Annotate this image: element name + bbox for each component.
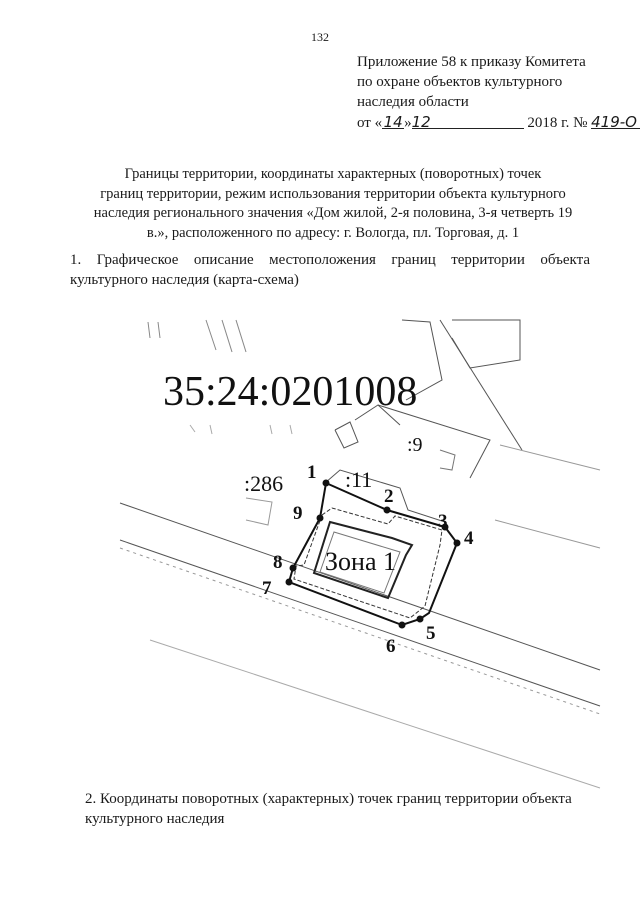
point-7-marker xyxy=(286,579,293,586)
point-2-marker xyxy=(384,507,391,514)
title-line-1: Границы территории, координаты характерных (поворотных) точек xyxy=(124,166,542,182)
parcel-label-11: :11 xyxy=(345,467,373,492)
date-year: 2018 г. № xyxy=(527,115,588,131)
point-label-1: 1 xyxy=(307,462,317,483)
point-8-marker xyxy=(290,565,297,572)
point-label-3: 3 xyxy=(438,511,448,532)
point-label-6: 6 xyxy=(386,636,396,657)
point-6-marker xyxy=(399,622,406,629)
point-4-marker xyxy=(454,540,461,547)
parcel-label-286: :286 xyxy=(244,471,284,496)
point-1-marker xyxy=(323,480,330,487)
point-5-marker xyxy=(417,616,424,623)
appendix-line-1: Приложение 58 к приказу Комитета xyxy=(357,54,586,70)
title-line-4: в.», расположенного по адресу: г. Вологда, пл. Торговая, д. 1 xyxy=(146,224,520,241)
date-prefix: от « xyxy=(357,115,383,131)
appendix-line-2: по охране объектов культурного xyxy=(357,74,563,90)
section-1-line-1: 1. Графическое описание местоположения границ территории объекта xyxy=(70,252,590,268)
date-day: 14 xyxy=(383,113,403,131)
zone-1-label: Зона 1 xyxy=(325,547,396,576)
title-line-3: наследия регионального значения «Дом жилой, 2-я половина, 3-я четверть 19 xyxy=(93,205,573,221)
order-number: 419-О xyxy=(591,112,640,129)
cadastral-block-label: 35:24:0201008 xyxy=(163,369,418,415)
parcel-label-9: :9 xyxy=(407,434,423,456)
section-2-heading xyxy=(85,789,595,829)
section-2-line-2: культурного наследия xyxy=(85,811,225,827)
point-label-8: 8 xyxy=(273,552,283,573)
title-line-2: границ территории, режим использования территории объекта культурного xyxy=(100,185,566,202)
date-mid: » xyxy=(404,115,412,131)
date-month: 12 xyxy=(412,112,524,129)
point-9-marker xyxy=(317,515,324,522)
page-number: 132 xyxy=(311,30,329,44)
section-1-line-2: культурного наследия (карта-схема) xyxy=(70,272,299,288)
point-label-2: 2 xyxy=(384,486,394,507)
point-label-9: 9 xyxy=(293,503,303,524)
point-label-5: 5 xyxy=(426,623,436,644)
appendix-line-3: наследия области xyxy=(357,94,469,110)
section-2-line-1: 2. Координаты поворотных (характерных) точек границ территории объекта xyxy=(85,791,572,807)
point-label-7: 7 xyxy=(262,578,272,599)
point-label-4: 4 xyxy=(464,528,474,549)
